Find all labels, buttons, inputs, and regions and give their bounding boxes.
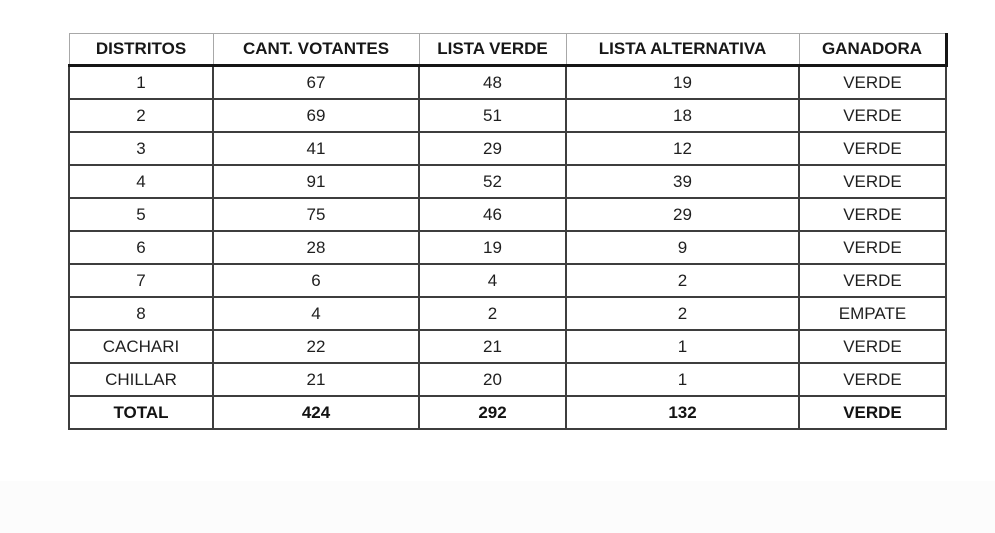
table-row [69, 330, 946, 363]
cell-distrito: 6 [69, 231, 213, 264]
cell-lista-alternativa: 18 [566, 99, 799, 132]
cell-lista-alternativa: 12 [566, 132, 799, 165]
cell-ganadora: VERDE [799, 363, 946, 396]
cell-lista-verde: 19 [419, 231, 566, 264]
col-header-cant-votantes: CANT. VOTANTES [213, 34, 419, 66]
table-row [69, 198, 946, 231]
cell-lista-verde: 292 [419, 396, 566, 429]
cell-ganadora: VERDE [799, 264, 946, 297]
cell-ganadora: VERDE [799, 132, 946, 165]
table-row [69, 99, 946, 132]
election-results-table [68, 33, 948, 430]
table-row [69, 264, 946, 297]
cell-lista-verde: 52 [419, 165, 566, 198]
cell-distrito: 2 [69, 99, 213, 132]
table-row [69, 363, 946, 396]
cell-lista-alternativa: 2 [566, 297, 799, 330]
cell-distrito: 3 [69, 132, 213, 165]
cell-lista-verde: 29 [419, 132, 566, 165]
cell-cant-votantes: 75 [213, 198, 419, 231]
cell-distrito: 4 [69, 165, 213, 198]
cell-ganadora: VERDE [799, 198, 946, 231]
cell-cant-votantes: 424 [213, 396, 419, 429]
cell-distrito: 5 [69, 198, 213, 231]
table-row [69, 66, 946, 100]
cell-lista-alternativa: 9 [566, 231, 799, 264]
cell-lista-alternativa: 2 [566, 264, 799, 297]
cell-distrito: 8 [69, 297, 213, 330]
cell-ganadora: VERDE [799, 165, 946, 198]
cell-lista-alternativa: 39 [566, 165, 799, 198]
cell-distrito: CHILLAR [69, 363, 213, 396]
col-header-lista-alternativa: LISTA ALTERNATIVA [566, 34, 799, 66]
cell-lista-verde: 46 [419, 198, 566, 231]
cell-lista-verde: 51 [419, 99, 566, 132]
table-row [69, 297, 946, 330]
cell-ganadora: VERDE [799, 396, 946, 429]
header-row [69, 34, 946, 66]
col-header-lista-verde: LISTA VERDE [419, 34, 566, 66]
cell-cant-votantes: 69 [213, 99, 419, 132]
cell-ganadora: VERDE [799, 99, 946, 132]
cell-lista-alternativa: 19 [566, 66, 799, 100]
cell-lista-alternativa: 1 [566, 363, 799, 396]
cell-cant-votantes: 21 [213, 363, 419, 396]
cell-ganadora: VERDE [799, 231, 946, 264]
col-header-distritos: DISTRITOS [69, 34, 213, 66]
cell-distrito: CACHARI [69, 330, 213, 363]
cell-distrito: TOTAL [69, 396, 213, 429]
cell-ganadora: VERDE [799, 66, 946, 100]
cell-ganadora: VERDE [799, 330, 946, 363]
cell-lista-alternativa: 29 [566, 198, 799, 231]
cell-lista-alternativa: 1 [566, 330, 799, 363]
table-row [69, 165, 946, 198]
table-row [69, 132, 946, 165]
results-table-container [68, 33, 948, 430]
cell-cant-votantes: 91 [213, 165, 419, 198]
table-row [69, 231, 946, 264]
table-body [69, 66, 946, 430]
cell-ganadora: EMPATE [799, 297, 946, 330]
cell-distrito: 1 [69, 66, 213, 100]
cell-cant-votantes: 28 [213, 231, 419, 264]
cell-cant-votantes: 67 [213, 66, 419, 100]
total-row [69, 396, 946, 429]
cell-cant-votantes: 22 [213, 330, 419, 363]
cell-lista-verde: 4 [419, 264, 566, 297]
cell-cant-votantes: 4 [213, 297, 419, 330]
cell-lista-verde: 48 [419, 66, 566, 100]
page-bottom-band [0, 481, 995, 533]
cell-cant-votantes: 6 [213, 264, 419, 297]
cell-lista-verde: 21 [419, 330, 566, 363]
cell-lista-verde: 2 [419, 297, 566, 330]
cell-lista-alternativa: 132 [566, 396, 799, 429]
cell-distrito: 7 [69, 264, 213, 297]
col-header-ganadora: GANADORA [799, 34, 946, 66]
cell-lista-verde: 20 [419, 363, 566, 396]
cell-cant-votantes: 41 [213, 132, 419, 165]
